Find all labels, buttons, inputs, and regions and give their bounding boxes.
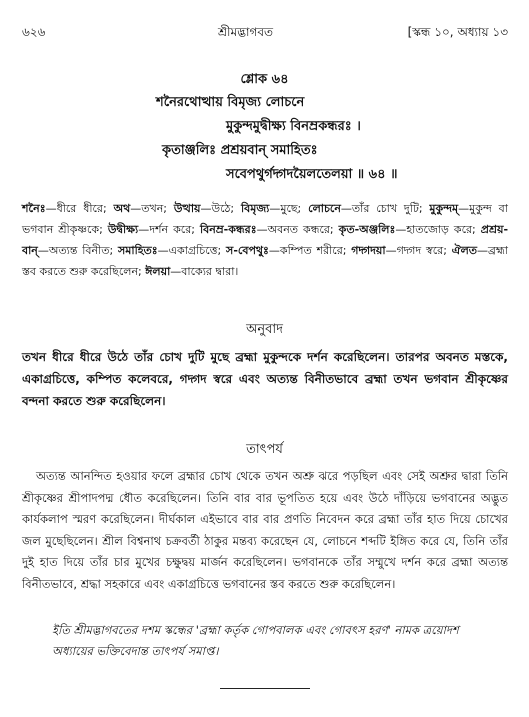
- synonym-term: কৃত-অঞ্জলিঃ: [338, 223, 396, 236]
- synonym-meaning: অত্যন্ত বিনীত;: [48, 244, 114, 257]
- verse-heading: শ্লোক ৬৪: [240, 72, 289, 87]
- synonym-meaning: ব্রহ্মা স্তব করতে শুরু করেছিলেন;: [22, 244, 508, 278]
- canto-chapter: [স্কন্ধ ১০, অধ্যায় ১৩: [407, 25, 508, 39]
- page-header: [22, 24, 508, 44]
- page-number: ৬২৬: [22, 25, 46, 39]
- synonym-meaning: উঠে;: [211, 202, 235, 215]
- synonym-term: স-বেপথুঃ: [226, 244, 269, 257]
- synonym-term: উদ্বীক্ষ্য: [107, 223, 139, 236]
- synonym-meaning: দর্শন করে;: [149, 223, 195, 236]
- verse-line: সবেপথুর্গদ্গদয়ৈলতেলয়া ॥ ৬৪ ॥: [226, 167, 398, 182]
- synonym-term: সমাহিতঃ: [118, 244, 158, 257]
- synonym-meaning: তখন;: [141, 202, 167, 215]
- verse-line: মুকুন্দমুদ্বীক্ষ্য বিনম্রকন্ধরঃ ।: [226, 119, 361, 134]
- synonym-term: শনৈঃ: [22, 202, 46, 215]
- synonym-meaning: কম্পিত শরীরে;: [279, 244, 347, 257]
- chapter-closing-note: ইতি শ্রীমদ্ভাগবতের দশম স্কন্ধের 'ব্রহ্মা কর্তৃক গোপবালক এবং গোবৎস হরণ' নামক ত্রয়োদশ অধ্যায়ের ভক্তিবেদান্ত তাৎপর্য সমাপ্ত।: [52, 623, 459, 658]
- synonym-meaning: তাঁর চোখ দুটি;: [351, 202, 423, 215]
- synonym-term: প্রশ্রয়-বান্: [22, 223, 509, 257]
- synonym-term: বিমৃজ্য: [240, 202, 270, 215]
- verse-line: কৃতাঞ্জলিঃ প্রশ্রয়বান্ সমাহিতঃ: [162, 143, 318, 158]
- purport-title: তাৎপর্য: [246, 442, 283, 457]
- synonym-meaning: অবনত কন্ধরে;: [267, 223, 334, 236]
- translation-title: অনুবাদ: [246, 322, 283, 337]
- synonym-term: ঐলত: [451, 244, 478, 257]
- synonym-term: অথ: [113, 202, 131, 215]
- synonym-term: ঈলয়া: [145, 265, 171, 278]
- synonym-meaning: একাগ্রচিত্তে;: [168, 244, 222, 257]
- synonym-term: বিনম্র-কন্ধরঃ: [200, 223, 257, 236]
- end-divider: [220, 688, 310, 689]
- synonym-term: মুকুন্দম্: [429, 202, 459, 215]
- purport-text: অত্যন্ত আনন্দিত হওয়ার ফলে ব্রহ্মার চোখ থেকে তখন অশ্রু ঝরে পড়ছিল এবং সেই অশ্রুর দ্বারা তিনি শ্রীকৃষ্ণের শ্রীপাদপদ্ম ধৌত করেছিলেন। তিনি বার বার ভূপতিত হয়ে এবং উঠে দাঁড়িয়ে ভগবানের অদ্ভুত কার্যকলাপ স্মরণ করেছিলেন। দীর্ঘকাল এইভাবে বার বার প্রণতি নিবেদন করে ব্রহ্মা তাঁর হাত দিয়ে চোখের জল মুছেছিলেন। শ্রীল বিশ্বনাথ চক্রবর্তী ঠাকুর মন্তব্য করেছেন যে, লোচনে শব্দটি ইঙ্গিত করে যে, তিনি তাঁর দুই হাত দিয়ে তাঁর চার মুখের চক্ষুদ্বয় মার্জন করেছিলেন। ভগবানকে তাঁর সম্মুখে দর্শন করে ব্রহ্মা অত্যন্ত বিনীতভাবে, শ্রদ্ধা সহকারে এবং একাগ্রচিত্তে ভগবানের স্তব করতে শুরু করেছিলেন।: [22, 469, 508, 591]
- synonym-meaning: হাতজোড় করে;: [406, 223, 476, 236]
- synonym-term: গদ্গদয়া: [351, 244, 386, 257]
- synonym-meaning: মুকুন্দ বা ভগবান শ্রীকৃষ্ণকে;: [22, 202, 508, 236]
- synonym-term: উত্থায়: [173, 202, 201, 215]
- synonym-meaning: মুছে;: [280, 202, 302, 215]
- synonym-term: লোচনে: [308, 202, 341, 215]
- synonym-meaning: ধীরে ধীরে;: [56, 202, 107, 215]
- verse-line: শনৈরথোত্থায় বিমৃজ্য লোচনে: [156, 95, 305, 110]
- book-title: শ্রীমদ্ভাগবত: [218, 25, 274, 39]
- word-meanings: শনৈঃ—ধীরে ধীরে; অথ—তখন; উত্থায়—উঠে; বিমৃজ্য—মুছে; লোচনে—তাঁর চোখ দুটি; মুকুন্দম্—মুকুন্দ বা ভগবান শ্রীকৃষ্ণকে; উদ্বীক্ষ্য—দর্শন করে; বিনম্র-কন্ধরঃ—অবনত কন্ধরে; কৃত-অঞ্জলিঃ—হাতজোড় করে; প্রশ্রয়-বান্—অত্যন্ত বিনীত; সমাহিতঃ—একাগ্রচিত্তে; স-বেপথুঃ—কম্পিত শরীরে; গদ্গদয়া—গদ্গদ স্বরে; ঐলত—ব্রহ্মা স্তব করতে শুরু করেছিলেন; ঈলয়া—বাক্যের দ্বারা।: [22, 202, 509, 278]
- synonym-meaning: গদ্গদ স্বরে;: [396, 244, 447, 257]
- synonym-meaning: বাক্যের দ্বারা।: [181, 265, 239, 278]
- translation-text: তখন ধীরে ধীরে উঠে তাঁর চোখ দুটি মুছে ব্রহ্মা মুকুন্দকে দর্শন করেছিলেন। তারপর অবনত মস্তকে, একাগ্রচিত্তে, কম্পিত কলেবরে, গদ্গদ স্বরে এবং অত্যন্ত বিনীতভাবে ব্রহ্মা তখন ভগবান শ্রীকৃষ্ণের বন্দনা করতে শুরু করেছিলেন।: [22, 350, 508, 408]
